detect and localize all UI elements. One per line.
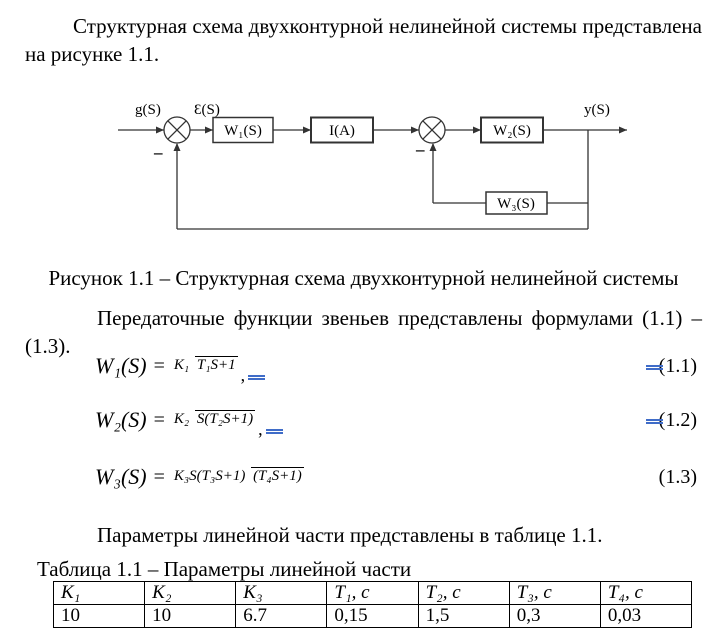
formula-1-1 (95, 346, 697, 386)
grammar-underline-icon (248, 375, 265, 380)
fraction-numerator: K₂ (173, 411, 190, 428)
equation-number-label: (1.3) (658, 465, 697, 488)
grammar-underline-icon (266, 429, 283, 434)
arrowhead (156, 127, 164, 134)
arrowhead (303, 127, 311, 134)
table-value-cell: 0,3 (509, 605, 600, 628)
block-diagram (0, 92, 715, 242)
equals-sign: = (153, 354, 165, 377)
figure-caption: Рисунок 1.1 – Структурная схема двухконтурной нелинейной системы (48, 266, 679, 290)
signal-label-epsilon: Ɛ(S) (194, 102, 220, 118)
table-header-cell (600, 582, 691, 605)
formula-1-2-expression (95, 407, 283, 439)
equation-number (646, 355, 697, 378)
paragraph-transfer-functions: Передаточные функции звеньев представлены формулами (1.1) – (1.3). (25, 306, 702, 358)
block-w1-label: W₁(S) (224, 123, 262, 139)
formula-lhs: W₃(S) (95, 464, 147, 489)
equation-number (659, 466, 697, 489)
table-value-row (54, 605, 692, 628)
fraction-denominator: (T₄S+1) (253, 468, 302, 485)
formula-comma: , (258, 418, 263, 439)
fraction-numerator: K₃S(T₃S+1) (173, 468, 246, 485)
table-value-cell: 1,5 (418, 605, 509, 628)
minus-sign-1: – (154, 143, 163, 162)
arrowhead (205, 127, 213, 134)
block-w3-label: W₃(S) (497, 196, 535, 212)
formula-1-3-expression (95, 464, 304, 490)
minus-sign-2: – (416, 140, 425, 159)
formula-1-1-expression (95, 353, 265, 385)
paragraph-parameters: Параметры линейной части представлены в таблице 1.1. (97, 523, 603, 547)
arrowhead-feedback (174, 143, 181, 151)
signal-label-g: g(S) (135, 102, 161, 118)
paragraph-intro: Структурная схема двухконтурной нелинейной системы представлена на рисунке 1.1. (25, 14, 702, 66)
signal-label-y: y(S) (584, 102, 610, 118)
fraction-denominator: S(T₂S+1) (196, 411, 254, 428)
header-k2: K₂ (152, 582, 172, 603)
parameters-table (53, 581, 692, 628)
equation-number-label: (1.1) (658, 354, 697, 377)
table-header-cell (327, 582, 418, 605)
table-caption: Таблица 1.1 – Параметры линейной части (37, 557, 412, 581)
table-header-cell (145, 582, 236, 605)
equals-sign: = (153, 408, 165, 431)
equals-sign: = (153, 465, 165, 488)
table-value-cell: 10 (145, 605, 236, 628)
arrowhead (411, 127, 419, 134)
arrowhead (473, 127, 481, 134)
table-value-cell: 0,15 (327, 605, 418, 628)
table-header-cell (236, 582, 327, 605)
fraction (172, 357, 238, 374)
fraction-denominator: T₁S+1 (196, 357, 236, 374)
formula-comma: , (240, 364, 246, 385)
table-header-cell (509, 582, 600, 605)
fraction (172, 468, 304, 485)
fraction (172, 411, 255, 428)
grammar-underline-icon (646, 419, 663, 424)
block-w2-label: W₂(S) (493, 123, 531, 139)
header-k1: K₁ (61, 582, 81, 603)
formula-1-3 (95, 455, 697, 499)
header-k3: K₃ (243, 582, 263, 603)
block-ia-label: I(A) (329, 123, 355, 139)
table-value-cell: 0,03 (600, 605, 691, 628)
equation-number (646, 409, 697, 432)
header-t1: T₁, с (334, 582, 370, 603)
fraction-numerator: K₁ (173, 357, 190, 374)
arrowhead-output (619, 127, 627, 134)
formula-lhs: W₂(S) (95, 407, 147, 432)
table-header-row (54, 582, 692, 605)
grammar-underline-icon (646, 365, 663, 370)
table-value-cell: 6.7 (236, 605, 327, 628)
formula-lhs: W₁(S) (95, 353, 147, 378)
table-header-cell (418, 582, 509, 605)
table-value-cell: 10 (54, 605, 145, 628)
formula-1-2 (95, 400, 697, 440)
table-header-cell (54, 582, 145, 605)
header-t2: T₂, с (425, 582, 461, 603)
equation-number-label: (1.2) (658, 408, 697, 431)
header-t4: T₄, с (607, 582, 643, 603)
header-t3: T₃, с (516, 582, 552, 603)
arrowhead-feedback (430, 143, 437, 151)
